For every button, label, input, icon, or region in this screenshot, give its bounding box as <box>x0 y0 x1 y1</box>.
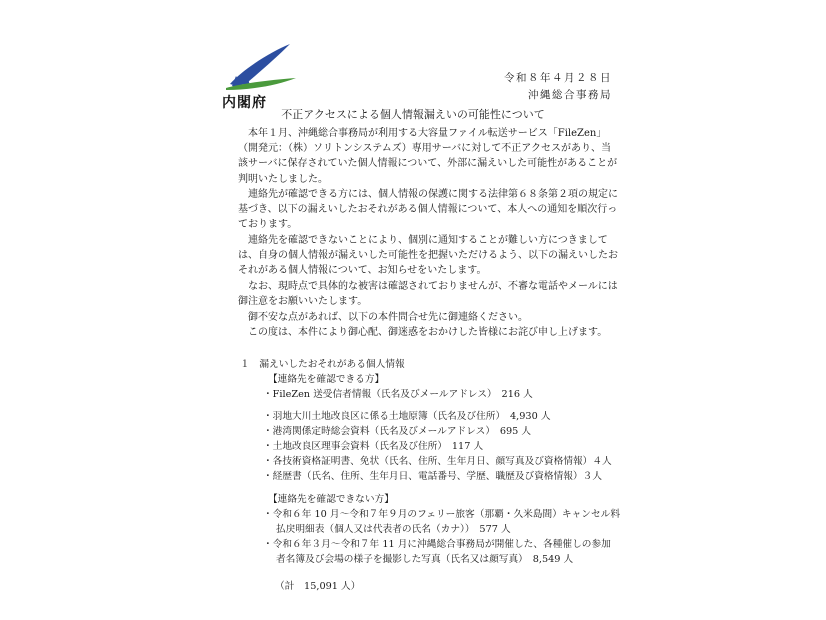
body-paragraph-6: この度は、本件により御心配、御迷惑をおかけした皆様にお詫び申し上げます。 <box>248 327 608 338</box>
unconfirmed-heading: 【連絡先を確認できない方】 <box>268 494 394 505</box>
list-item-continuation: 払戻明細表（個人又は代表者の氏名（カナ）） 577 人 <box>276 524 511 535</box>
confirmed-heading: 【連絡先を確認できる方】 <box>268 374 385 385</box>
list-item: ・経歴書（氏名、住所、生年月日、電話番号、学歴、職歴及び資格情報）３人 <box>263 471 603 482</box>
list-item: ・土地改良区理事会資料（氏名及び住所） 117 人 <box>263 441 484 452</box>
issue-date: 令和８年４月２８日 <box>504 72 612 84</box>
list-item: ・FileZen 送受信者情報（氏名及びメールアドレス） 216 人 <box>263 389 533 400</box>
body-paragraph-1: 本年１月、沖縄総合事務局が利用する大容量ファイル転送サービス「FileZen」（開発元：（株）ソリトンシステムズ）専用サーバに対して不正アクセスがあり、当該サーバに保存されていた個人情報について、外部に漏えいした可能性があることが判明いたしました。 <box>238 128 618 185</box>
list-item: ・令和６年３月～令和７年 11 月に沖縄総合事務局が開催した、各種催しの参加 <box>263 539 611 550</box>
body-paragraph-5: 御不安な点があれば、以下の本件問合せ先に御連絡ください。 <box>248 312 528 323</box>
body-paragraph-3: 連絡先を確認できないことにより、個別に通知することが難しい方につきましては、自身の個人情報が漏えいした可能性を把握いただけるよう、以下の漏えいしたおそれがある個人情報について、お知らせをいたします。 <box>238 235 618 277</box>
body-paragraph-4: なお、現時点で具体的な被害は確認されておりませんが、不審な電話やメールには御注意をお願いいたします。 <box>238 281 618 308</box>
org-name: 内閣府 <box>222 95 267 111</box>
list-item: ・港湾関係定時総会資料（氏名及びメールアドレス） 695 人 <box>263 426 532 437</box>
list-item: ・各技術資格証明書、免状（氏名、住所、生年月日、顔写真及び資格情報）４人 <box>263 456 612 467</box>
list-item-continuation: 者名簿及び会場の様子を撮影した写真（氏名又は顔写真） 8,549 人 <box>276 554 574 565</box>
section-1-heading: １ 漏えいしたおそれがある個人情報 <box>240 359 405 370</box>
list-item: ・羽地大川土地改良区に係る土地原簿（氏名及び住所） 4,930 人 <box>263 411 551 422</box>
body-paragraph-2: 連絡先が確認できる方には、個人情報の保護に関する法律第６８条第２項の規定に基づき、以下の漏えいしたおそれがある個人情報について、本人への通知を順次行っております。 <box>238 189 618 231</box>
total-count: （計 15,091 人） <box>275 581 361 592</box>
issuing-office: 沖縄総合事務局 <box>528 89 612 101</box>
list-item: ・令和６年 10 月～令和７年９月のフェリー旅客（那覇・久米島間）キャンセル料 <box>263 509 621 520</box>
document-title: 不正アクセスによる個人情報漏えいの可能性について <box>281 108 545 121</box>
